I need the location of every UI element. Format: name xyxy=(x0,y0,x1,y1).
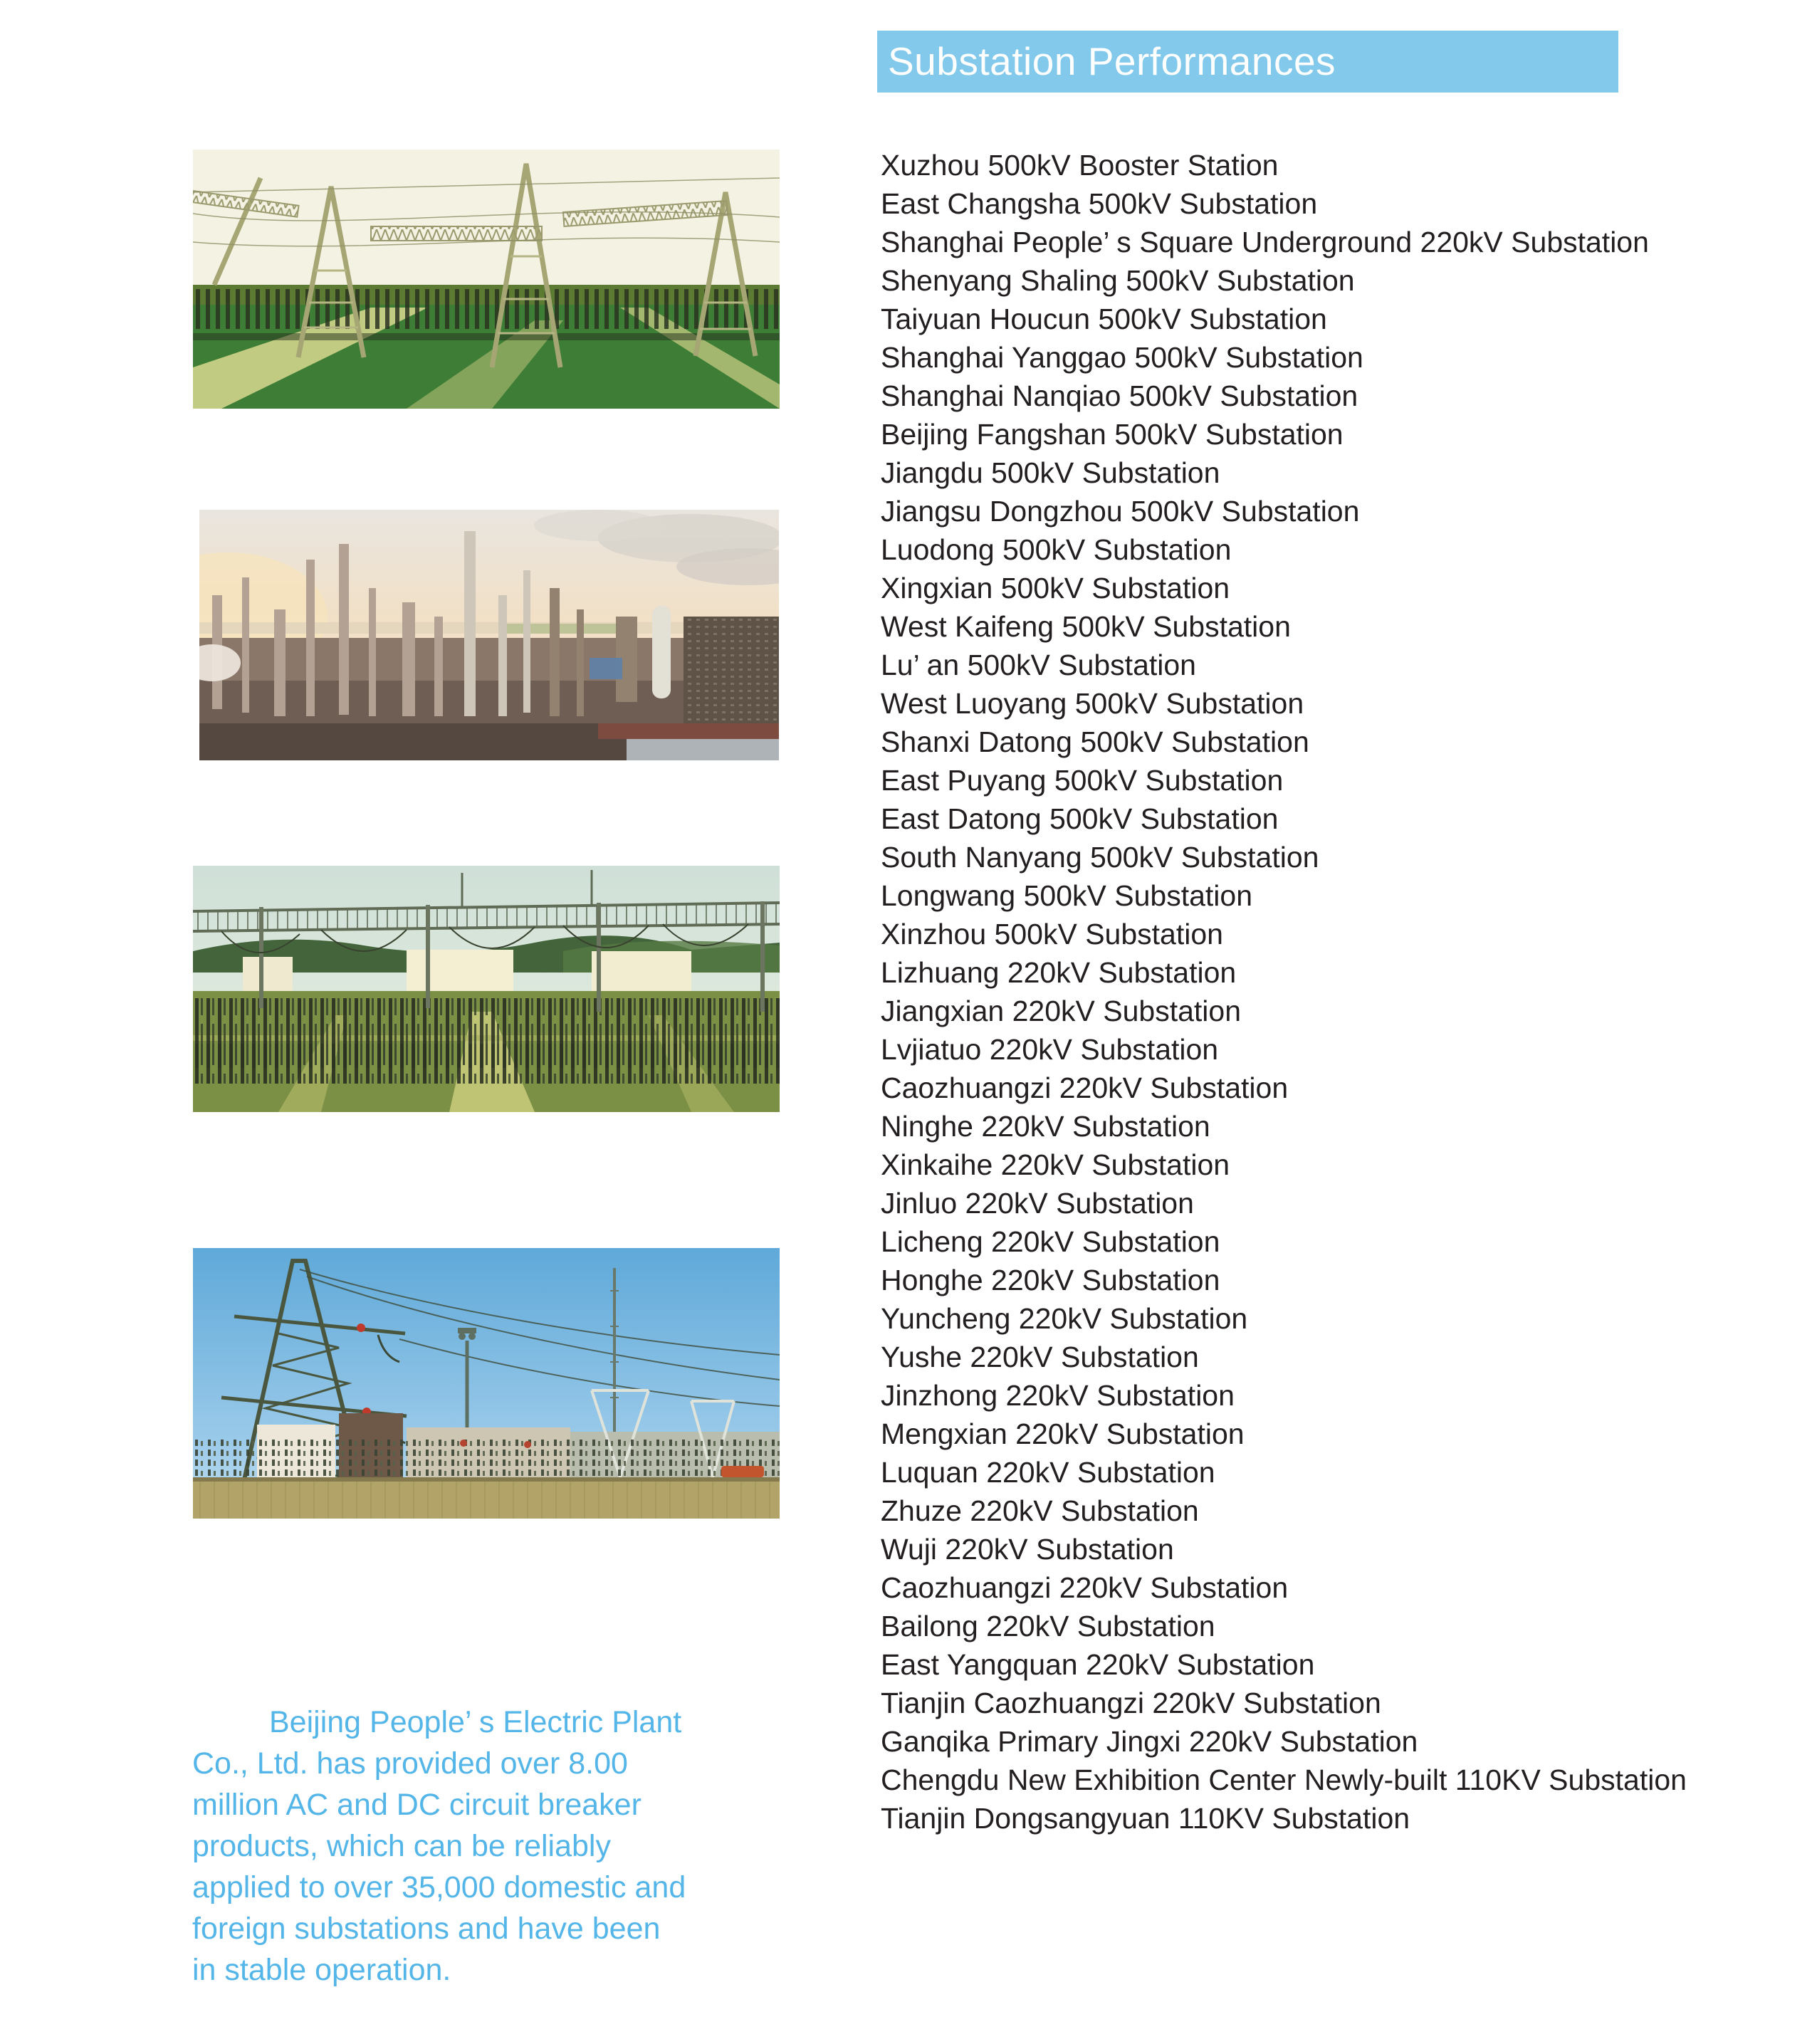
substation-list-item: Luodong 500kV Substation xyxy=(881,533,1232,566)
substation-list-item: Honghe 220kV Substation xyxy=(881,1264,1220,1296)
substation-list-item: Xingxian 500kV Substation xyxy=(881,572,1230,604)
substation-list-item: Licheng 220kV Substation xyxy=(881,1225,1220,1258)
photo-substation-switchyard xyxy=(193,150,780,409)
substation-list-item: Ganqika Primary Jingxi 220kV Substation xyxy=(881,1725,1418,1758)
substation-list-item: Ninghe 220kV Substation xyxy=(881,1110,1210,1143)
substation-list-item: Mengxian 220kV Substation xyxy=(881,1417,1245,1450)
substation-list-item: Jinluo 220kV Substation xyxy=(881,1187,1194,1220)
paragraph-line: in stable operation. xyxy=(192,1953,451,1987)
substation-list-item: Bailong 220kV Substation xyxy=(881,1610,1215,1642)
substation-list-item: Yushe 220kV Substation xyxy=(881,1341,1199,1373)
substation-list-item: Jinzhong 220kV Substation xyxy=(881,1379,1235,1412)
substation-list-item: East Changsha 500kV Substation xyxy=(881,187,1318,220)
substation-list-item: Lu’ an 500kV Substation xyxy=(881,649,1196,681)
page-title: Substation Performances xyxy=(888,39,1336,83)
substation-list-item: Luquan 220kV Substation xyxy=(881,1456,1215,1489)
substation-list-item: Tianjin Dongsangyuan 110KV Substation xyxy=(881,1802,1410,1835)
substation-list-item: Wuji 220kV Substation xyxy=(881,1533,1174,1566)
substation-list-item: Tianjin Caozhuangzi 220kV Substation xyxy=(881,1687,1381,1719)
substation-list-item: Chengdu New Exhibition Center Newly-built 110KV Substation xyxy=(881,1763,1687,1796)
paragraph-line: Co., Ltd. has provided over 8.00 xyxy=(192,1746,628,1781)
equipment-rows xyxy=(193,998,780,1084)
paragraph-line: million AC and DC circuit breaker xyxy=(192,1788,642,1822)
paragraph-line: products, which can be reliably xyxy=(192,1829,611,1863)
photo-substation-switchyard-image xyxy=(193,150,780,409)
substation-list-item: Xinzhou 500kV Substation xyxy=(881,918,1223,950)
substation-list-item: Caozhuangzi 220kV Substation xyxy=(881,1071,1289,1104)
substation-list-item: Xinkaihe 220kV Substation xyxy=(881,1148,1230,1181)
photo-industrial-plant-image xyxy=(199,510,779,760)
substation-list-item: Shanxi Datong 500kV Substation xyxy=(881,725,1309,758)
paragraph-line: foreign substations and have been xyxy=(192,1912,661,1946)
substation-list-item: Lvjiatuo 220kV Substation xyxy=(881,1033,1219,1066)
section-header xyxy=(877,31,1618,93)
substation-list-item: Longwang 500kV Substation xyxy=(881,879,1253,912)
substation-list-item: Shenyang Shaling 500kV Substation xyxy=(881,264,1355,297)
substation-list-item: Shanghai Yanggao 500kV Substation xyxy=(881,341,1363,374)
substation-list-item: East Datong 500kV Substation xyxy=(881,802,1279,835)
photo-industrial-plant xyxy=(199,510,779,760)
paragraph-line: Beijing People’ s Electric Plant xyxy=(269,1705,682,1739)
substation-list xyxy=(881,146,1721,1838)
substation-list-item: Zhuze 220kV Substation xyxy=(881,1494,1199,1527)
photo-substation-rows xyxy=(193,866,780,1112)
substation-list-item: West Kaifeng 500kV Substation xyxy=(881,610,1291,643)
substation-list-item: Jiangxian 220kV Substation xyxy=(881,995,1242,1027)
photo-substation-rows-image xyxy=(193,866,780,1112)
substation-list-item: Jiangdu 500kV Substation xyxy=(881,456,1220,489)
substation-list-item: Yuncheng 220kV Substation xyxy=(881,1302,1248,1335)
substation-list-item: West Luoyang 500kV Substation xyxy=(881,687,1304,720)
company-description xyxy=(192,1702,833,1991)
substation-list-item: Jiangsu Dongzhou 500kV Substation xyxy=(881,495,1360,528)
substation-list-item: Beijing Fangshan 500kV Substation xyxy=(881,418,1344,451)
substation-list-item: Caozhuangzi 220kV Substation xyxy=(881,1571,1289,1604)
photo-substation-site-image xyxy=(193,1248,780,1519)
substation-list-item: East Puyang 500kV Substation xyxy=(881,764,1284,797)
paragraph-line: applied to over 35,000 domestic and xyxy=(192,1870,686,1904)
substation-list-item: Taiyuan Houcun 500kV Substation xyxy=(881,303,1327,335)
substation-list-item: Lizhuang 220kV Substation xyxy=(881,956,1237,989)
substation-list-item: Xuzhou 500kV Booster Station xyxy=(881,149,1279,182)
photo-substation-site xyxy=(193,1248,780,1519)
substation-list-item: Shanghai Nanqiao 500kV Substation xyxy=(881,379,1358,412)
substation-list-item: Shanghai People’ s Square Underground 220kV Substation xyxy=(881,226,1649,258)
substation-list-item: South Nanyang 500kV Substation xyxy=(881,841,1319,874)
substation-list-item: East Yangquan 220kV Substation xyxy=(881,1648,1315,1681)
